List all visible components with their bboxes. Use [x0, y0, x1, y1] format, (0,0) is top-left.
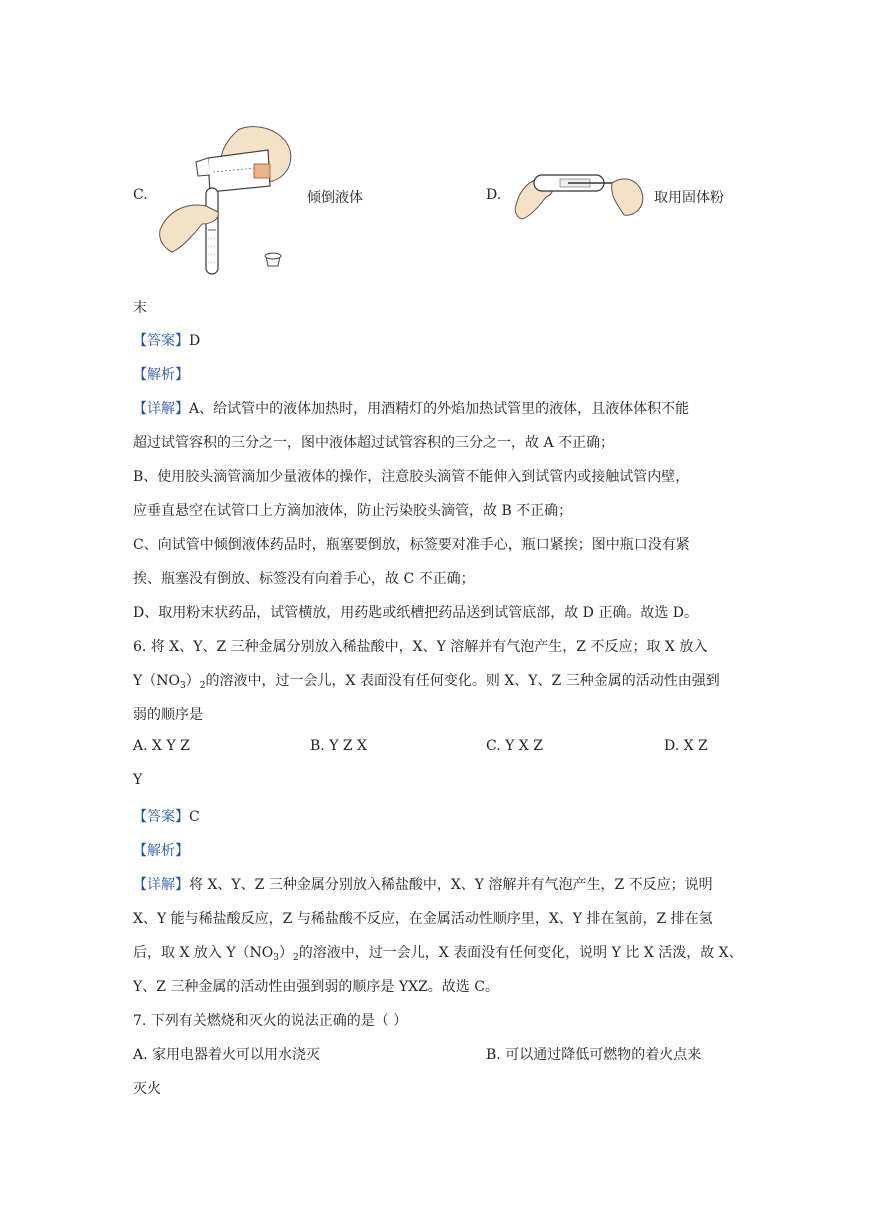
option-c-caption: 倾倒液体 [307, 190, 363, 206]
q5-line: D、取用粉末状药品，试管横放，用药匙或纸槽把药品送到试管底部，故 D 正确。故选 D。 [133, 605, 699, 621]
q6-option-d: D. X Z [664, 738, 708, 754]
q6-analysis-tag: 【解析】 [133, 843, 189, 859]
q7-stem: 7. 下列有关燃烧和灭火的说法正确的是（ ） [133, 1013, 408, 1029]
q6-stem-line: 6. 将 X、Y、Z 三种金属分别放入稀盐酸中，X、Y 溶解并有气泡产生，Z 不反应；取 X 放入 [133, 639, 708, 655]
option-d-caption: 取用固体粉 [654, 190, 724, 206]
q7-option-b-continued: 灭火 [133, 1081, 161, 1097]
q5-detail-line [133, 398, 689, 418]
detail-text: 后，取 X 放入 Y（NO [133, 945, 274, 961]
q6-line: Y、Z 三种金属的活动性由强到弱的顺序是 YXZ。故选 C。 [133, 979, 499, 995]
q6-line: 将 X、Y、Z 三种金属分别放入稀盐酸中，X、Y 溶解并有气泡产生，Z 不反应；说明 [189, 877, 713, 893]
q5-line: C、向试管中倾倒液体药品时，瓶塞要倒放，标签要对准手心，瓶口紧挨；图中瓶口没有紧 [133, 537, 690, 553]
detail-text: 的溶液中，过一会儿，X 表面没有任何变化，说明 Y 比 X 活泼，故 X、 [298, 945, 743, 961]
stem-text: ） [185, 673, 200, 689]
q5-line: 应垂直悬空在试管口上方滴加液体，防止污染胶头滴管，故 B 不正确； [133, 503, 573, 519]
q5-analysis-tag: 【解析】 [133, 367, 189, 383]
answer-tag: 【答案】 [133, 333, 189, 349]
q6-answer [133, 806, 200, 826]
powder-spatula-illustration [512, 165, 647, 225]
q5-line: A、给试管中的液体加热时，用酒精灯的外焰加热试管里的液体，且液体体积不能 [189, 401, 690, 417]
subscript: 3 [179, 681, 186, 691]
q6-stem-line: 弱的顺序是 [133, 707, 203, 723]
detail-tag: 【详解】 [133, 401, 189, 417]
option-d-caption-continued: 末 [133, 300, 147, 316]
q6-option-c: C. Y X Z [486, 738, 543, 754]
detail-tag: 【详解】 [133, 877, 189, 893]
q6-option-d-continued: Y [133, 772, 143, 788]
q5-line: B、使用胶头滴管滴加少量液体的操作，注意胶头滴管不能伸入到试管内或接触试管内壁， [133, 469, 690, 485]
q6-line-3 [133, 942, 743, 963]
stem-text: Y（NO [133, 673, 180, 689]
q5-answer [133, 330, 200, 350]
answer-value: C [189, 809, 200, 825]
q5-line: 超过试管容积的三分之一，图中液体超过试管容积的三分之一，故 A 不正确； [133, 435, 615, 451]
q7-option-a: A. 家用电器着火可以用水浇灭 [133, 1047, 321, 1063]
q6-detail-line [133, 874, 713, 894]
pouring-liquid-illustration [158, 120, 298, 280]
detail-text: ） [279, 945, 294, 961]
answer-value: D [189, 333, 201, 349]
subscript: 2 [199, 681, 206, 691]
q6-stem-line-2 [133, 670, 720, 691]
q5-line: 挨、瓶塞没有倒放、标签没有向着手心，故 C 不正确； [133, 571, 475, 587]
option-c-label: C. [133, 187, 148, 203]
q6-option-a: A. X Y Z [133, 738, 190, 754]
subscript: 3 [273, 953, 280, 963]
option-d-label: D. [486, 187, 502, 203]
answer-tag: 【答案】 [133, 809, 189, 825]
stem-text: 的溶液中，过一会儿，X 表面没有任何变化。则 X、Y、Z 三种金属的活动性由强到 [205, 673, 720, 689]
q6-option-b: B. Y Z X [310, 738, 368, 754]
subscript: 2 [293, 953, 299, 963]
q7-option-b: B. 可以通过降低可燃物的着火点来 [486, 1047, 702, 1063]
q6-line: X、Y 能与稀盐酸反应，Z 与稀盐酸不反应，在金属活动性顺序里，X、Y 排在氢前，Z 排在氢 [133, 911, 713, 927]
